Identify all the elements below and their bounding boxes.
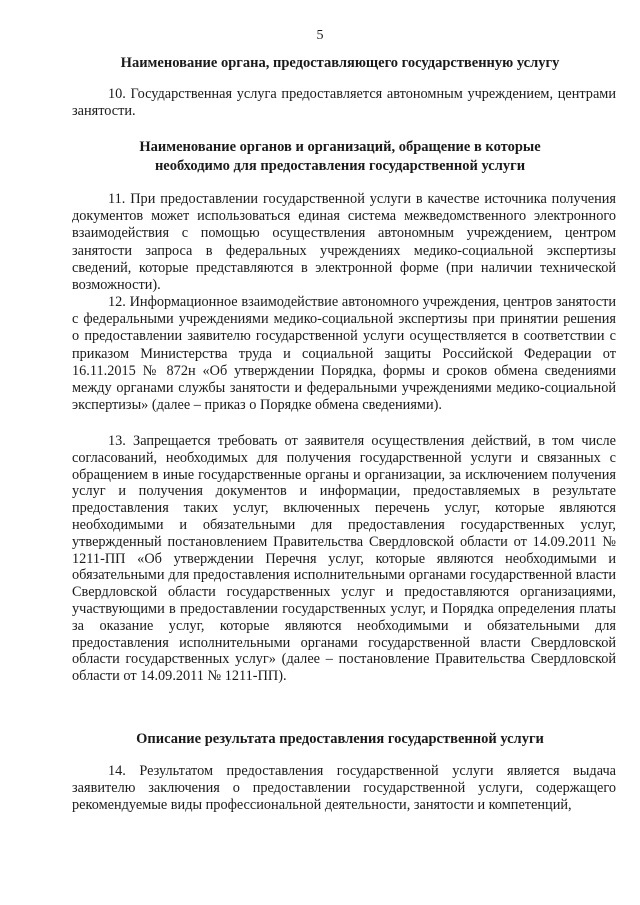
section-heading-organizations-line-1: Наименование органов и организаций, обращение в которые (139, 139, 541, 155)
paragraph-14: 14. Результатом предоставления государственной услуги является выдача заявителю заключения о предоставлении государственной услуги, содержащего рекомендуемые виды профессиональной деятельности, занятости и компетенций, (72, 763, 616, 814)
section-heading-organizations (60, 138, 620, 176)
section-heading-organizations-line-2: необходимо для предоставления государственной услуги (154, 158, 526, 174)
paragraph-13: 13. Запрещается требовать от заявителя осуществления действий, в том числе согласований, необходимых для получения государственной услуги и связанных с обращением в иные государственные органы и организации, за исключением получения услуг и получения документов и информации, предоставляемых в результате предоставления таких услуг, включенных перечень услуг, которые являются необходимыми и обязательными для предоставления государственных услуг, утвержденный постановлением Правительства Свердловской области от 14.09.2011 № 1211-ПП «Об утверждении Перечня услуг, которые являются необходимыми и обязательными для предоставления исполнительными органами государственной власти Свердловской области государственных услуг и предоставляются организациями, участвующими в предоставлении государственных услуг, и Порядка определения платы за оказание услуг, которые являются необходимыми и обязательными для предоставления исполнительными органами государственной власти Свердловской области государственных услуг» (далее – постановление Правительства Свердловской области от 14.09.2011 № 1211-ПП). (72, 433, 616, 685)
paragraph-12: 12. Информационное взаимодействие автономного учреждения, центров занятости с федеральными учреждениями медико-социальной экспертизы при принятии решения о предоставлении заявителю государственной услуги осуществляется в соответствии с приказом Министерства труда и социальной защиты Российской Федерации от 16.11.2015 № 872н «Об утверждении Порядка, формы и сроков обмена сведениями между органами службы занятости и федеральными учреждениями медико-социальной экспертизы» (далее – приказ о Порядке обмена сведениями). (72, 294, 616, 414)
page-number: 5 (316, 28, 324, 43)
section-heading-result: Описание результата предоставления государственной услуги (136, 731, 544, 747)
paragraph-10: 10. Государственная услуга предоставляется автономным учреждением, центрами занятости. (72, 86, 616, 120)
section-heading-issuing-authority: Наименование органа, предоставляющего государственную услугу (120, 55, 560, 71)
paragraph-11: 11. При предоставлении государственной услуги в качестве источника получения документов может использоваться единая система межведомственного электронного взаимодействия с помощью осуществления автономным учреждением, центром занятости запроса в федеральных учреждениях медико-социальной экспертизы сведений, которые представляются в электронной форме (при наличии технической возможности). (72, 191, 616, 294)
